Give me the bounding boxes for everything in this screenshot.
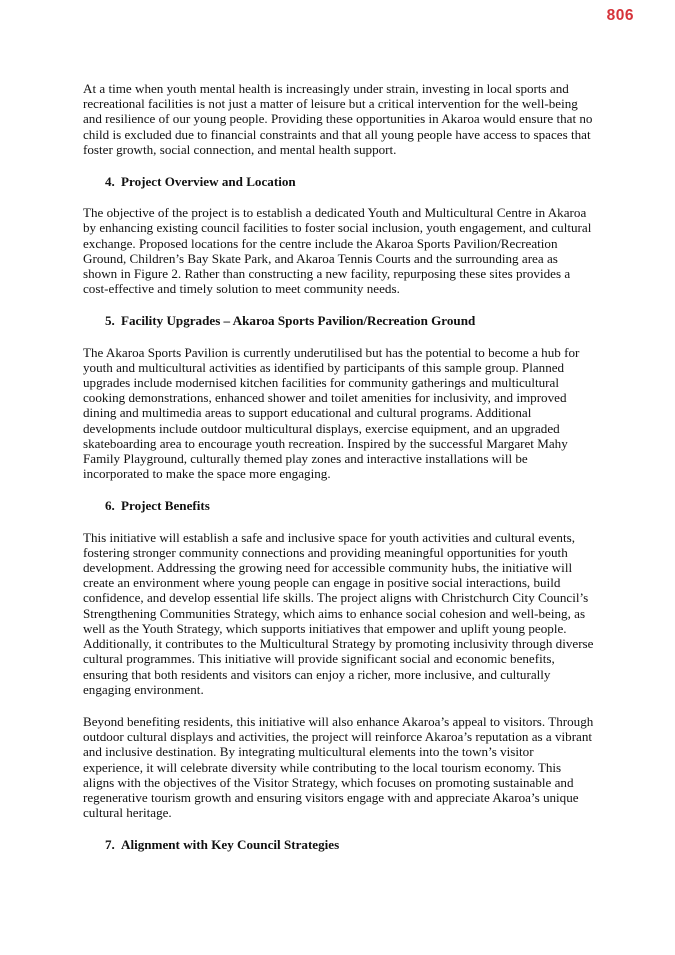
project-benefits-paragraph-1: This initiative will establish a safe and inclusive space for youth activities and cultural events, fostering stronger community connections and providing meaningful opportunities for youth development. Addressing the growing need for accessible community hubs, the initiative will create an environment where young people can engage in positive social interactions, build confidence, and develop essential life skills. The project aligns with Christchurch City Council’s Strengthening Communities Strategy, which aims to enhance social cohesion and well-being, as well as the Youth Strategy, which supports initiatives that empower and uplift young people. Additionally, it contributes to the Multicultural Strategy by promoting inclusivity through diverse cultural programmes. This initiative will provide significant social and economic benefits, ensuring that both residents and visitors can enjoy a richer, more inclusive, and culturally engaging environment.: [83, 529, 594, 697]
section-number: 5.: [105, 313, 115, 329]
section-title: Project Overview and Location: [121, 174, 296, 190]
section-title: Project Benefits: [121, 498, 210, 514]
project-benefits-paragraph-2: Beyond benefiting residents, this initiative will also enhance Akaroa’s appeal to visitors. Through outdoor cultural displays and activities, the project will reinforce Akaroa’s reputation as a vibrant and inclusive destination. By integrating multicultural elements into the town’s visitor experience, it will celebrate diversity while contributing to the local tourism economy. This aligns with the objectives of the Visitor Strategy, which focuses on promoting sustainable and regenerative tourism growth and ensuring visitors engage with and appreciate Akaroa’s unique cultural heritage.: [83, 713, 594, 821]
section-title: Alignment with Key Council Strategies: [121, 837, 340, 853]
project-overview-paragraph: The objective of the project is to establish a dedicated Youth and Multicultural Centre in Akaroa by enhancing existing council facilities to foster social inclusion, youth engagement, and cultural exchange. Proposed locations for the centre include the Akaroa Sports Pavilion/Recreation Ground, Children’s Bay Skate Park, and Akaroa Tennis Courts and the surrounding area as shown in Figure 2. Rather than constructing a new facility, repurposing these sites provides a cost-effective and timely solution to meet community needs.: [83, 205, 592, 297]
section-heading-project-overview: [83, 174, 595, 189]
intro-paragraph: At a time when youth mental health is increasingly under strain, investing in local sports and recreational facilities is not just a matter of leisure but a critical intervention for the well-being and resilience of our young people. Providing these opportunities in Akaroa would ensure that no child is excluded due to financial constraints and that all young people have access to spaces that foster growth, social connection, and mental health support.: [83, 81, 593, 157]
section-number: 6.: [105, 498, 115, 514]
document-body: [83, 81, 595, 869]
section-heading-facility-upgrades: [83, 313, 595, 328]
page-number: 806: [606, 7, 634, 24]
section-number: 4.: [105, 174, 115, 190]
section-heading-project-benefits: [83, 498, 595, 513]
facility-upgrades-paragraph: The Akaroa Sports Pavilion is currently underutilised but has the potential to become a hub for youth and multicultural activities as identified by participants of this sample group. Planned upgrades include modernised kitchen facilities for community gatherings and multicultural cooking demonstrations, enhanced shower and toilet amenities for inclusivity, and improved dining and multimedia areas to support educational and cultural programs. Additional developments include outdoor multicultural displays, exercise equipment, and an upgraded skateboarding area to encourage youth recreation. Inspired by the successful Margaret Mahy Family Playground, culturally themed play zones and interactive installations will be incorporated to make the space more engaging.: [83, 344, 580, 482]
section-heading-council-strategies: [83, 837, 595, 852]
section-number: 7.: [105, 837, 115, 853]
section-title: Facility Upgrades – Akaroa Sports Pavilion/Recreation Ground: [121, 313, 476, 329]
